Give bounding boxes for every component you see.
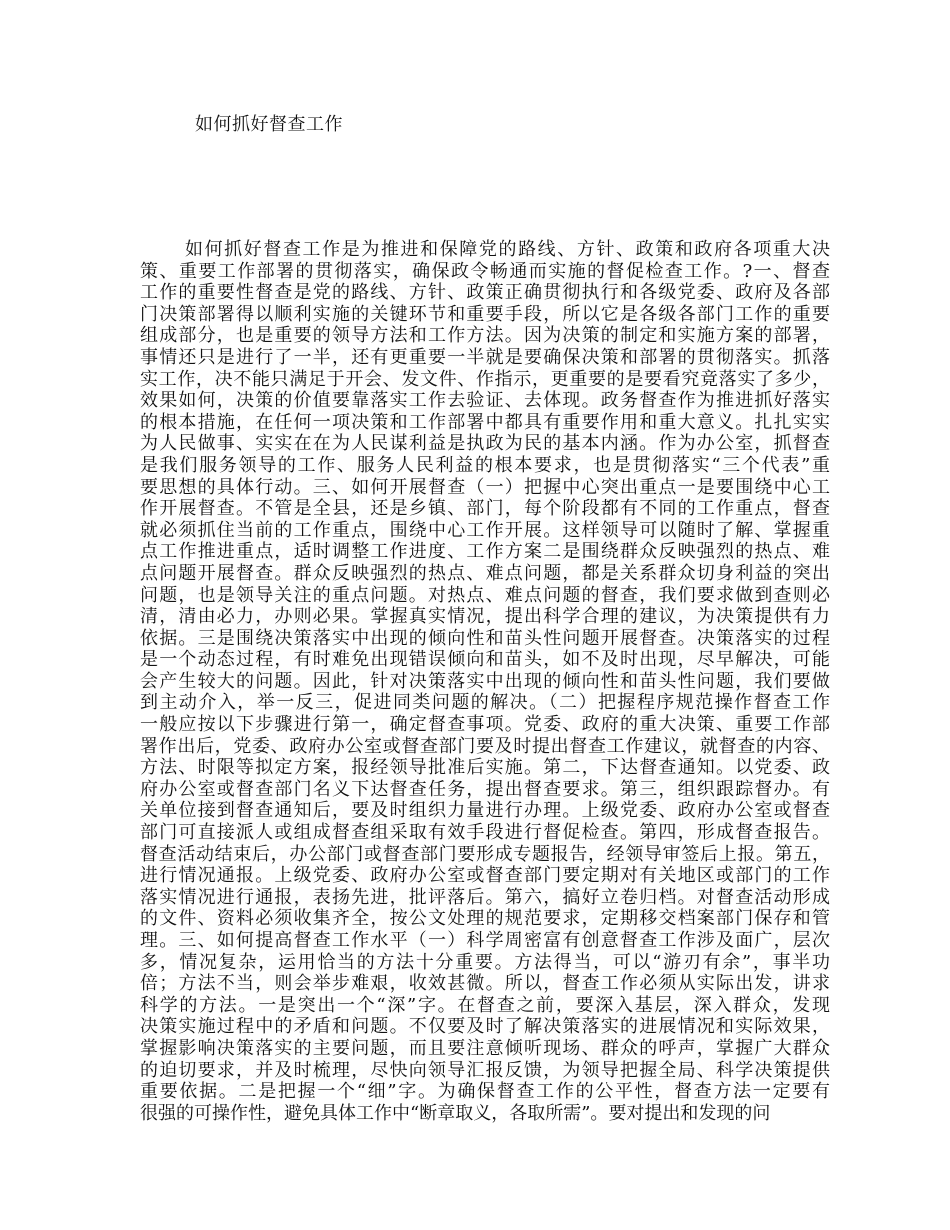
body-line: 到主动介入，举一反三，促进同类问题的解决。（二）把握程序规范操作督查工作 [140, 692, 830, 714]
body-line: 效果如何，决策的价值要靠落实工作去验证、去体现。政务督查作为推进抓好落实 [140, 390, 830, 412]
body-line: 是我们服务领导的工作、服务人民利益的根本要求，也是贯彻落实“三个代表”重 [140, 454, 830, 476]
body-line: 科学的方法。一是突出一个“深”字。在督查之前，要深入基层，深入群众，发现 [140, 994, 830, 1016]
body-line: 为人民做事、实实在在为人民谋利益是执政为民的基本内涵。作为办公室，抓督查 [140, 433, 830, 455]
body-line: 策、重要工作部署的贯彻落实，确保政令畅通而实施的督促检查工作。?一、督查 [140, 260, 830, 282]
body-line: 决策实施过程中的矛盾和问题。不仅要及时了解决策落实的进展情况和实际效果， [140, 1016, 830, 1038]
body-line: 理。三、如何提高督查工作水平（一）科学周密富有创意督查工作涉及面广，层次 [140, 930, 830, 951]
body-line: 就必须抓住当前的工作重点，围绕中心工作开展。这样领导可以随时了解、掌握重 [140, 519, 830, 541]
body-line: 落实情况进行通报，表扬先进，批评落后。第六，搞好立卷归档。对督查活动形成 [140, 886, 830, 908]
document-body [140, 239, 830, 1124]
body-line: 组成部分，也是重要的领导方法和工作方法。因为决策的制定和实施方案的部署， [140, 325, 830, 347]
body-line: 府办公室或督查部门名义下达督查任务，提出督查要求。第三，组织跟踪督办。有 [140, 778, 830, 800]
body-line: 倍；方法不当，则会举步难艰，收效甚微。所以，督查工作必须从实际出发，讲求 [140, 973, 830, 995]
document-title: 如何抓好督查工作 [195, 114, 343, 135]
body-line: 部门可直接派人或组成督查组采取有效手段进行督促检查。第四，形成督查报告。 [140, 822, 830, 844]
body-line: 的文件、资料必须收集齐全，按公文处理的规范要求，定期移交档案部门保存和管 [140, 908, 830, 930]
body-line: 重要依据。二是把握一个“细”字。为确保督查工作的公平性，督查方法一定要有 [140, 1081, 830, 1103]
body-line: 署作出后，党委、政府办公室或督查部门要及时提出督查工作建议，就督查的内容、 [140, 735, 830, 757]
body-line: 方法、时限等拟定方案，报经领导批准后实施。第二，下达督查通知。以党委、政 [140, 757, 830, 779]
body-line: 进行情况通报。上级党委、政府办公室或督查部门要定期对有关地区或部门的工作 [140, 865, 830, 887]
body-line: 事情还只是进行了一半，还有更重要一半就是要确保决策和部署的贯彻落实。抓落 [140, 346, 830, 368]
body-line: 问题，也是领导关注的重点问题。对热点、难点问题的督查，我们要求做到查则必 [140, 584, 830, 606]
body-line: 清，清由必力，办则必果。掌握真实情况，提出科学合理的建议，为决策提供有力 [140, 606, 830, 628]
body-line: 的根本措施，在任何一项决策和工作部署中都具有重要作用和重大意义。扎扎实实 [140, 411, 830, 433]
body-line: 依据。三是围绕决策落实中出现的倾向性和苗头性问题开展督查。决策落实的过程 [140, 627, 830, 649]
body-line: 实工作，决不能只满足于开会、发文件、作指示，更重要的是要看究竟落实了多少， [140, 368, 830, 390]
body-line: 工作的重要性督查是党的路线、方针、政策正确贯彻执行和各级党委、政府及各部 [140, 282, 830, 304]
body-line: 是一个动态过程，有时难免出现错误倾向和苗头，如不及时出现，尽早解决，可能 [140, 649, 830, 671]
body-line: 关单位接到督查通知后，要及时组织力量进行办理。上级党委、政府办公室或督查 [140, 800, 830, 822]
body-line: 很强的可操作性，避免具体工作中“断章取义，各取所需”。要对提出和发现的问 [140, 1102, 771, 1124]
body-line: 多，情况复杂，运用恰当的方法十分重要。方法得当，可以“游刃有余”，事半功 [140, 951, 830, 973]
body-line: 门决策部署得以顺利实施的关键环节和重要手段，所以它是各级各部门工作的重要 [140, 303, 830, 325]
body-line: 一般应按以下步骤进行第一，确定督查事项。党委、政府的重大决策、重要工作部 [140, 714, 830, 736]
body-line: 督查活动结束后，办公部门或督查部门要形成专题报告，经领导审签后上报。第五， [140, 843, 830, 865]
body-line: 点问题开展督查。群众反映强烈的热点、难点问题，都是关系群众切身利益的突出 [140, 562, 830, 584]
body-line: 会产生较大的问题。因此，针对决策落实中出现的倾向性和苗头性问题，我们要做 [140, 670, 830, 692]
body-line: 如何抓好督查工作是为推进和保障党的路线、方针、政策和政府各项重大决 [185, 239, 830, 260]
body-line: 的迫切要求，并及时梳理，尽快向领导汇报反馈，为领导把握全局、科学决策提供 [140, 1059, 830, 1081]
body-line: 作开展督查。不管是全县，还是乡镇、部门，每个阶段都有不同的工作重点，督查 [140, 498, 830, 520]
body-line: 掌握影响决策落实的主要问题，而且要注意倾听现场、群众的呼声，掌握广大群众 [140, 1037, 830, 1059]
body-line: 要思想的具体行动。三、如何开展督查（一）把握中心突出重点一是要围绕中心工 [140, 476, 830, 498]
body-line: 点工作推进重点，适时调整工作进度、工作方案二是围绕群众反映强烈的热点、难 [140, 541, 830, 563]
